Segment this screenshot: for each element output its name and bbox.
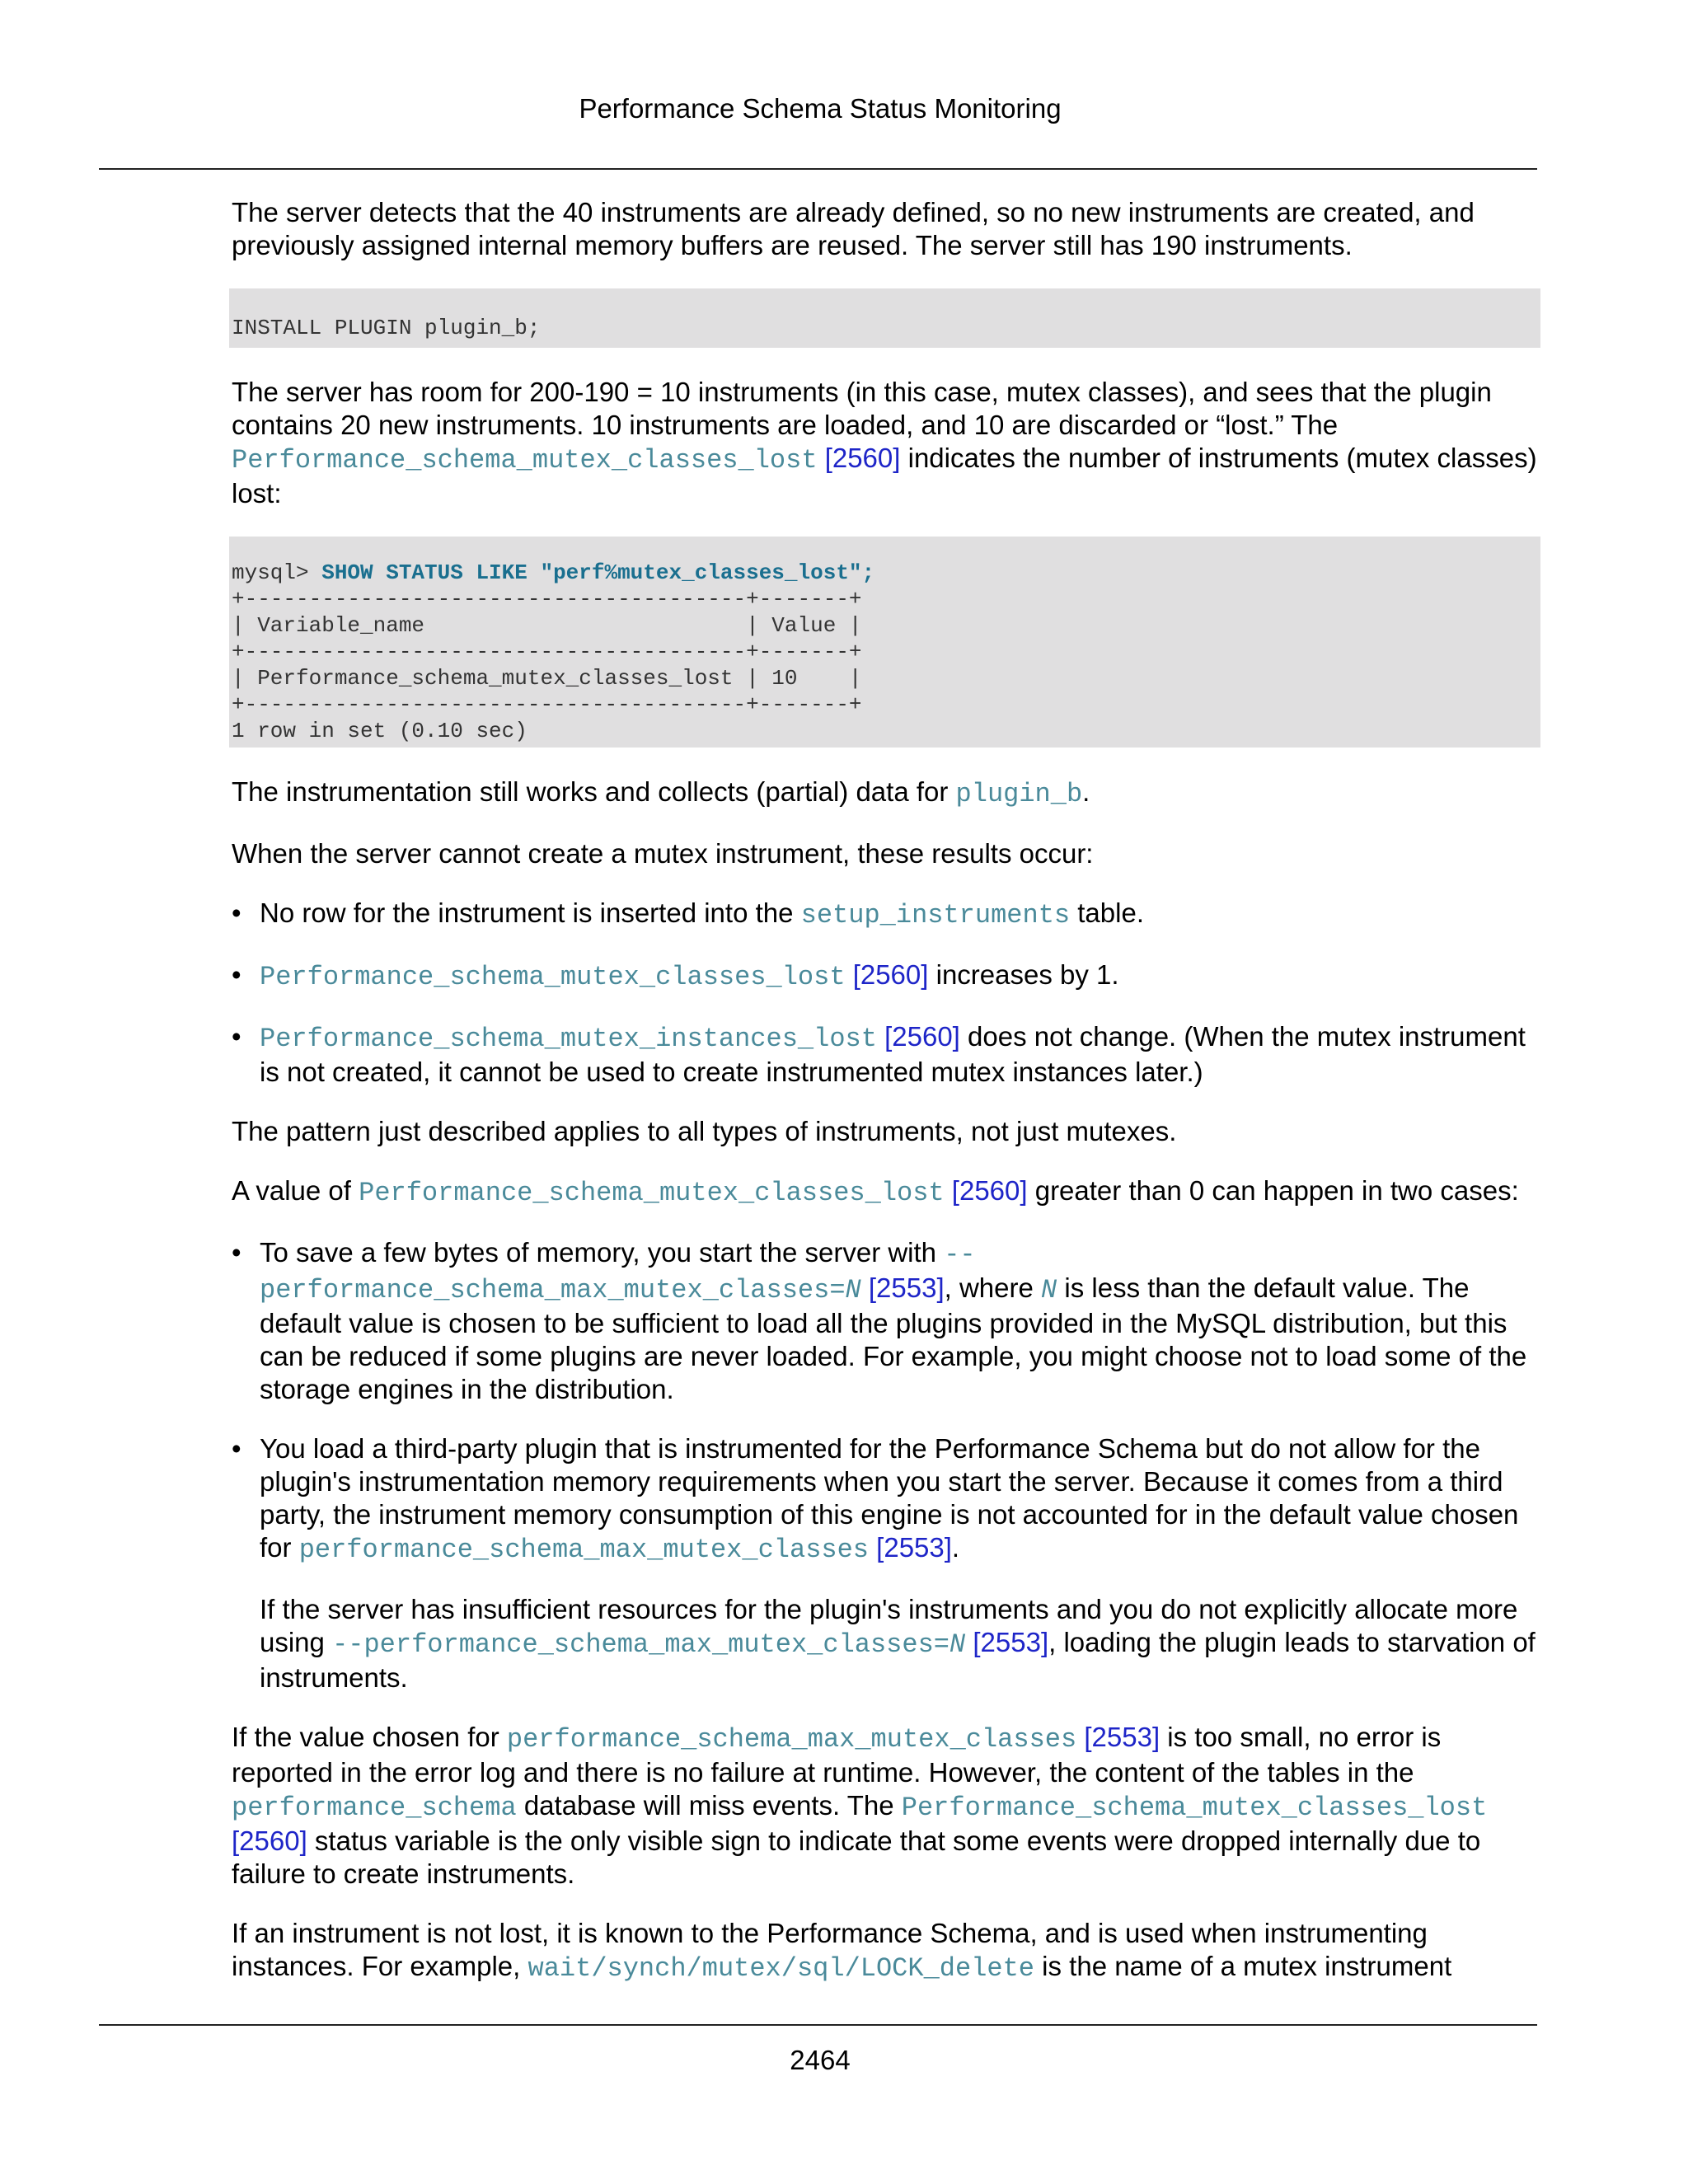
list-item xyxy=(232,1236,1538,1406)
paragraph: The pattern just described applies to all types of instruments, not just mutexes. xyxy=(232,1116,1177,1146)
list-item xyxy=(232,897,1538,932)
code-line: 1 row in set (0.10 sec) xyxy=(232,719,528,743)
paragraph xyxy=(232,1917,1538,1985)
text: . xyxy=(1082,776,1090,807)
bullet-list xyxy=(232,897,1538,1089)
page-reference-link[interactable]: [2560] xyxy=(824,443,901,473)
paragraph xyxy=(232,1174,1538,1210)
text: table. xyxy=(1070,898,1144,928)
text: is too small, no error is reported in the error log and there is no failure at runtime. However, the content of the tables in the xyxy=(232,1722,1442,1788)
paragraph xyxy=(260,1432,1538,1567)
page-reference-link[interactable]: [2553] xyxy=(868,1272,945,1303)
code-line: +---------------------------------------+-------+ xyxy=(232,640,862,664)
text: If an instrument is not lost, it is known to the Performance Schema, and is used when instrumenting instances. For example, xyxy=(232,1918,1428,1981)
text: The server has room for 200-190 = 10 instruments (in this case, mutex classes), and sees that the plugin contains 20 new instruments. 10 instruments are loaded, and 10 are discarded or “lost.” The xyxy=(232,377,1492,440)
option-variable: N xyxy=(845,1275,861,1305)
page-reference-link[interactable]: [2560] xyxy=(884,1021,960,1052)
code-prompt: mysql> xyxy=(232,560,322,585)
database-link[interactable]: performance_schema xyxy=(232,1793,517,1823)
status-variable-link[interactable]: Performance_schema_mutex_classes_lost xyxy=(359,1178,945,1208)
text: To save a few bytes of memory, you start the server with xyxy=(260,1237,945,1268)
page-reference-link[interactable]: [2560] xyxy=(232,1825,307,1856)
page-reference-link[interactable]: [2553] xyxy=(876,1532,952,1563)
option-name: --performance_schema_max_mutex_classes= xyxy=(260,1240,976,1305)
option-name: --performance_schema_max_mutex_classes= xyxy=(332,1629,950,1660)
page-reference-link[interactable]: [2560] xyxy=(852,959,929,990)
status-variable-link[interactable]: Performance_schema_mutex_instances_lost xyxy=(260,1024,877,1054)
code-block xyxy=(229,537,1540,748)
code-line: | Variable_name | Value | xyxy=(232,613,862,638)
table-link[interactable]: setup_instruments xyxy=(800,900,1071,930)
paragraph: The server detects that the 40 instruments are already defined, so no new instruments are created, and previously assigned internal memory buffers are reused. The server still has 190 instruments. xyxy=(232,197,1475,260)
page-header-title: Performance Schema Status Monitoring xyxy=(579,93,1062,124)
bullet-list xyxy=(232,1236,1538,1694)
text: , where xyxy=(944,1272,1042,1303)
paragraph: When the server cannot create a mutex instrument, these results occur: xyxy=(232,838,1094,869)
page-reference-link[interactable]: [2553] xyxy=(1084,1722,1160,1752)
page-number: 2464 xyxy=(790,2045,851,2075)
status-variable-link[interactable]: Performance_schema_mutex_classes_lost xyxy=(260,962,846,992)
text: If the value chosen for xyxy=(232,1722,507,1752)
list-item xyxy=(232,958,1538,994)
text: greater than 0 can happen in two cases: xyxy=(1027,1175,1519,1206)
text: The instrumentation still works and collects (partial) data for xyxy=(232,776,956,807)
paragraph xyxy=(232,776,1538,811)
paragraph xyxy=(232,1721,1538,1891)
page-content xyxy=(232,196,1538,2012)
option-link[interactable]: performance_schema_max_mutex_classes xyxy=(298,1535,869,1565)
text: , loading the plugin leads to starvation of instruments. xyxy=(260,1627,1536,1693)
text: is less than the default value. The default value is chosen to be sufficient to load all the plugins provided in the MySQL distribution, but this can be reduced if some plugins are never loaded. For example, you might choose not to load some of the storage engines in the distribution. xyxy=(260,1272,1527,1404)
text: If the server has insufficient resources for the plugin's instruments and you do not explicitly allocate more using xyxy=(260,1594,1518,1657)
text: database will miss events. The xyxy=(516,1790,902,1821)
code-line: +---------------------------------------+-------+ xyxy=(232,692,862,717)
status-variable-link[interactable]: Performance_schema_mutex_classes_lost xyxy=(232,445,818,476)
list-item xyxy=(232,1432,1538,1694)
inline-code: wait/synch/mutex/sql/LOCK_delete xyxy=(528,1953,1034,1984)
code-line xyxy=(232,560,1538,586)
code-line: INSTALL PLUGIN plugin_b; xyxy=(232,316,541,340)
text: . xyxy=(951,1532,960,1563)
option-variable: N xyxy=(949,1629,966,1660)
paragraph xyxy=(260,1593,1538,1694)
text: You load a third-party plugin that is instrumented for the Performance Schema but do not allow for the plugin's instrumentation memory requirements when you start the server. Because it comes from a third party, the instrument memory consumption of this engine is not accounted for in the default value chosen for xyxy=(260,1433,1519,1563)
code-block xyxy=(229,288,1540,348)
status-variable-link[interactable]: Performance_schema_mutex_classes_lost xyxy=(901,1793,1488,1823)
page-reference-link[interactable]: [2560] xyxy=(951,1175,1028,1206)
option-link[interactable]: performance_schema_max_mutex_classes xyxy=(506,1724,1077,1755)
text: increases by 1. xyxy=(928,959,1119,990)
text: is the name of a mutex instrument xyxy=(1034,1951,1452,1981)
code-line: +---------------------------------------+-------+ xyxy=(232,587,862,612)
footer-rule xyxy=(99,2024,1537,2026)
page-reference-link[interactable]: [2553] xyxy=(973,1627,1049,1657)
inline-code: plugin_b xyxy=(955,779,1083,809)
text: does not change. (When the mutex instrument is not created, it cannot be used to create instrumented mutex instances later.) xyxy=(260,1021,1526,1087)
paragraph xyxy=(232,376,1538,510)
option-link[interactable] xyxy=(332,1629,965,1660)
header-rule xyxy=(99,168,1537,170)
list-item xyxy=(232,1020,1538,1089)
code-line: | Performance_schema_mutex_classes_lost | 10 | xyxy=(232,666,862,691)
text: A value of xyxy=(232,1175,359,1206)
text: No row for the instrument is inserted into the xyxy=(260,898,801,928)
text: indicates the number of instruments (mutex classes) lost: xyxy=(232,443,1537,509)
text: status variable is the only visible sign to indicate that some events were dropped internally due to failure to create instruments. xyxy=(232,1825,1481,1889)
variable: N xyxy=(1041,1275,1057,1305)
code-command: SHOW STATUS LIKE "perf%mutex_classes_lost"; xyxy=(321,560,875,585)
